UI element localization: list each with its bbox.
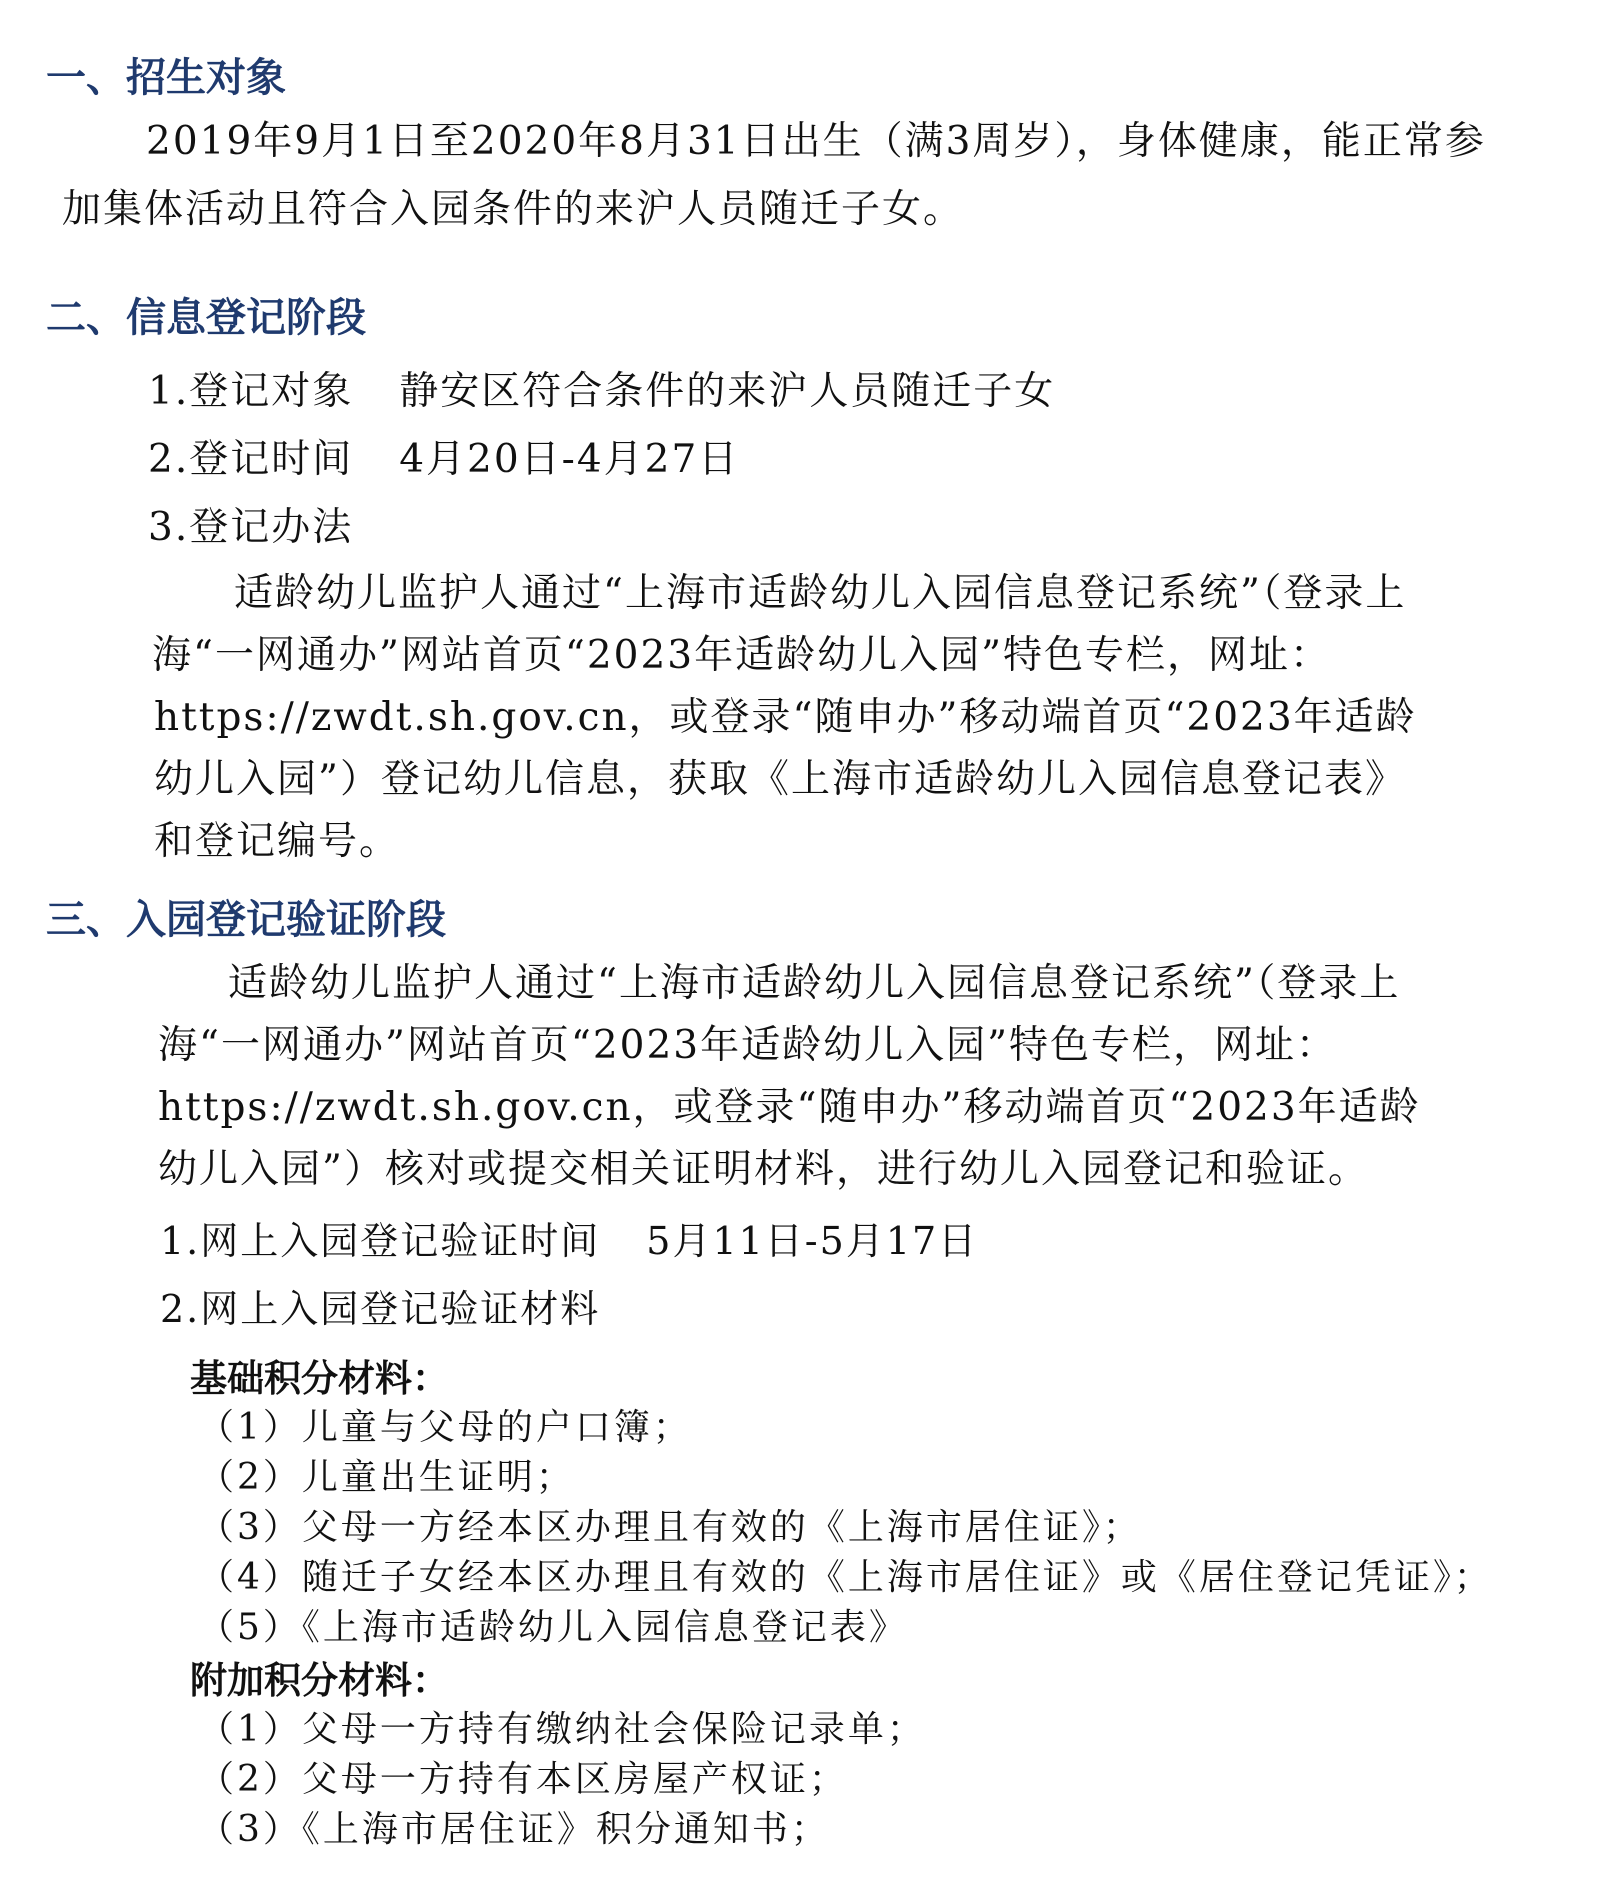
basic-material-item: （2）儿童出生证明； [198,1457,575,1498]
list-item-verification-materials: 2.网上入园登记验证材料 [160,1287,601,1331]
item-value: 4月20日-4月27日 [399,437,740,482]
section-heading-enrollment-target: 一、招生对象 [46,55,286,101]
paragraph-line: https://zwdt.sh.gov.cn，或登录“随申办”移动端首页“2023年适龄 [158,1085,1421,1130]
section-heading-info-registration: 二、信息登记阶段 [46,295,366,341]
item-value: 5月11日-5月17日 [646,1219,979,1263]
extra-points-heading: 附加积分材料： [190,1658,449,1702]
basic-material-item: （5）《上海市适龄幼儿入园信息登记表》 [198,1607,908,1648]
item-label: 2.登记时间 [148,437,354,482]
paragraph-line: 海“一网通办”网站首页“2023年适龄幼儿入园”特色专栏，网址： [152,633,1332,678]
paragraph-line: 适龄幼儿监护人通过“上海市适龄幼儿入园信息登记系统”（登录上 [228,961,1401,1006]
basic-material-item: （4）随迁子女经本区办理且有效的《上海市居住证》或《居住登记凭证》； [198,1557,1493,1598]
paragraph-line: 幼儿入园”）核对或提交相关证明材料，进行幼儿入园登记和验证。 [158,1147,1369,1192]
list-item-registration-time [148,437,740,482]
list-item-verification-time [160,1219,979,1263]
list-item-registration-method: 3.登记办法 [148,505,354,550]
item-label: 1.网上入园登记验证时间 [160,1219,601,1263]
section-heading-enrollment-verification: 三、入园登记验证阶段 [46,897,446,943]
list-item-registration-target [148,369,1056,414]
extra-material-item: （2）父母一方持有本区房屋产权证； [198,1759,848,1800]
paragraph-line: 加集体活动且符合入园条件的来沪人员随迁子女。 [62,187,965,232]
paragraph-line: 和登记编号。 [154,819,401,864]
item-label: 1.登记对象 [148,369,354,414]
basic-material-item: （1）儿童与父母的户口簿； [198,1407,692,1448]
paragraph-line: 海“一网通办”网站首页“2023年适龄幼儿入园”特色专栏，网址： [158,1023,1338,1068]
basic-material-item: （3）父母一方经本区办理且有效的《上海市居住证》； [198,1507,1142,1548]
paragraph-line: https://zwdt.sh.gov.cn，或登录“随申办”移动端首页“2023年适龄 [154,695,1417,740]
paragraph-line: 2019年9月1日至2020年8月31日出生（满3周岁），身体健康，能正常参 [146,119,1486,164]
extra-material-item: （3）《上海市居住证》积分通知书； [198,1809,830,1850]
extra-material-item: （1）父母一方持有缴纳社会保险记录单； [198,1709,926,1750]
paragraph-line: 幼儿入园”）登记幼儿信息，获取《上海市适龄幼儿入园信息登记表》 [154,757,1406,802]
item-value: 静安区符合条件的来沪人员随迁子女 [399,369,1056,414]
paragraph-line: 适龄幼儿监护人通过“上海市适龄幼儿入园信息登记系统”（登录上 [234,571,1407,616]
basic-points-heading: 基础积分材料： [190,1356,449,1400]
